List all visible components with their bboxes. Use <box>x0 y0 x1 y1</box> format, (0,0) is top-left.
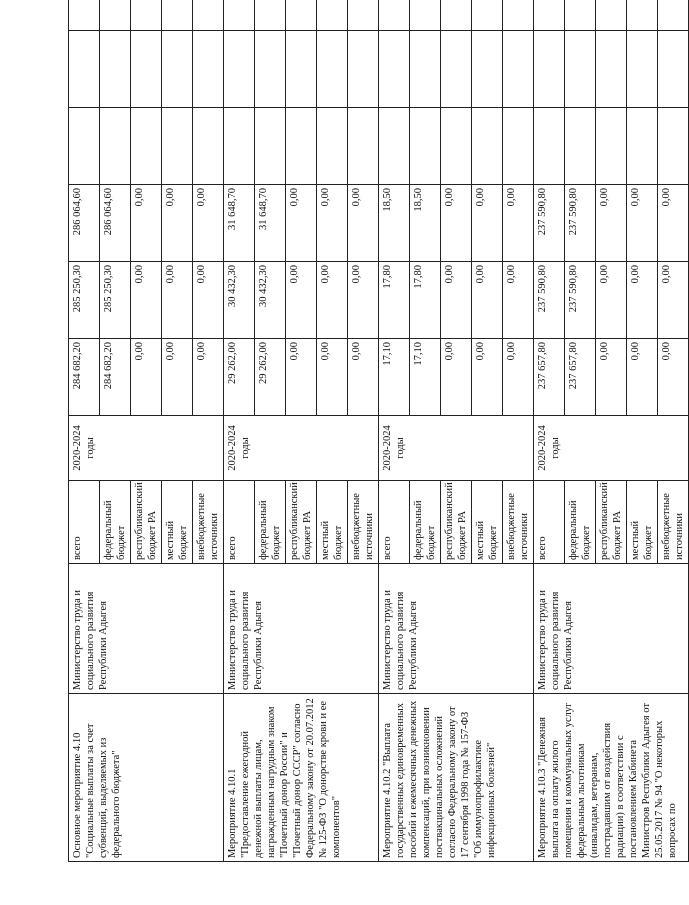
empty-cell <box>658 31 689 108</box>
amount-cell: 0,00 <box>286 185 317 262</box>
empty-cell <box>162 0 193 31</box>
amount-cell: 0,00 <box>503 262 534 339</box>
amount-cell: 29 262,00 <box>255 339 286 416</box>
empty-cell <box>534 0 565 31</box>
amount-cell: 286 064,60 <box>69 185 100 262</box>
amount-cell: 237 657,80 <box>565 339 596 416</box>
funding-source-cell: местный бюджет <box>627 481 658 564</box>
amount-cell: 0,00 <box>627 185 658 262</box>
funding-source-cell: федеральный бюджет <box>100 481 131 564</box>
amount-cell: 0,00 <box>162 262 193 339</box>
empty-cell <box>69 108 100 185</box>
funding-source-cell: всего <box>224 481 255 564</box>
empty-cell <box>193 31 224 108</box>
amount-cell: 0,00 <box>193 262 224 339</box>
funding-source-cell: федеральный бюджет <box>255 481 286 564</box>
table-row <box>224 0 255 862</box>
empty-cell <box>317 108 348 185</box>
amount-cell: 0,00 <box>472 262 503 339</box>
amount-cell: 0,00 <box>286 339 317 416</box>
empty-cell <box>410 0 441 31</box>
funding-source-cell: республиканский бюджет РА <box>596 481 627 564</box>
amount-cell: 0,00 <box>193 339 224 416</box>
empty-cell <box>565 0 596 31</box>
amount-cell: 30 432,30 <box>255 262 286 339</box>
amount-cell: 0,00 <box>317 339 348 416</box>
budget-table <box>68 0 689 862</box>
amount-cell: 18,50 <box>410 185 441 262</box>
amount-cell: 0,00 <box>441 185 472 262</box>
amount-cell: 17,10 <box>379 339 410 416</box>
amount-cell: 0,00 <box>658 339 689 416</box>
empty-cell <box>565 108 596 185</box>
empty-cell <box>255 31 286 108</box>
amount-cell: 18,50 <box>379 185 410 262</box>
empty-cell <box>441 108 472 185</box>
empty-cell <box>441 31 472 108</box>
amount-cell: 0,00 <box>193 185 224 262</box>
amount-cell: 285 250,30 <box>69 262 100 339</box>
empty-cell <box>193 108 224 185</box>
amount-cell: 0,00 <box>162 339 193 416</box>
empty-cell <box>100 0 131 31</box>
empty-cell <box>503 108 534 185</box>
empty-cell <box>131 108 162 185</box>
amount-cell: 0,00 <box>441 339 472 416</box>
amount-cell: 0,00 <box>658 262 689 339</box>
funding-source-cell: всего <box>69 481 100 564</box>
executor-cell: Министерство труда и социального развития Республики Адыгея <box>224 564 379 694</box>
amount-cell: 0,00 <box>596 339 627 416</box>
empty-cell <box>503 31 534 108</box>
empty-cell <box>224 108 255 185</box>
funding-source-cell: местный бюджет <box>162 481 193 564</box>
amount-cell: 284 682,20 <box>69 339 100 416</box>
funding-source-cell: республиканский бюджет РА <box>441 481 472 564</box>
empty-cell <box>410 108 441 185</box>
amount-cell: 30 432,30 <box>224 262 255 339</box>
empty-cell <box>162 108 193 185</box>
empty-cell <box>348 0 379 31</box>
executor-cell: Министерство труда и социального развития Республики Адыгея <box>379 564 534 694</box>
funding-source-cell: местный бюджет <box>472 481 503 564</box>
amount-cell: 237 590,80 <box>534 262 565 339</box>
amount-cell: 29 262,00 <box>224 339 255 416</box>
amount-cell: 285 250,30 <box>100 262 131 339</box>
executor-cell: Министерство труда и социального развития Республики Адыгея <box>69 564 224 694</box>
empty-cell <box>627 0 658 31</box>
funding-source-cell: республиканский бюджет РА <box>131 481 162 564</box>
empty-cell <box>441 0 472 31</box>
funding-source-cell: федеральный бюджет <box>410 481 441 564</box>
measure-name-cell: Мероприятие 4.10.3 "Денежная выплата на оплату жилого помещения и коммунальных услуг федеральным льготникам (инвалидам, ветеранам, пострадавшим от воздействия радиации) в соответствии с постановлением Кабинета Министров Республики Адыгея от 25.05.2017 № 94 "О некоторых вопросах по <box>534 694 689 862</box>
empty-cell <box>69 0 100 31</box>
funding-source-cell: внебюджетные источники <box>348 481 379 564</box>
amount-cell: 0,00 <box>348 262 379 339</box>
empty-cell <box>286 0 317 31</box>
empty-cell <box>162 31 193 108</box>
period-cell: 2020-2024 годы <box>379 416 534 481</box>
table-row <box>379 0 410 862</box>
period-cell: 2020-2024 годы <box>534 416 689 481</box>
empty-cell <box>472 0 503 31</box>
empty-cell <box>596 0 627 31</box>
amount-cell: 31 648,70 <box>224 185 255 262</box>
amount-cell: 0,00 <box>503 185 534 262</box>
empty-cell <box>596 108 627 185</box>
empty-cell <box>472 31 503 108</box>
empty-cell <box>534 31 565 108</box>
amount-cell: 17,80 <box>379 262 410 339</box>
amount-cell: 284 682,20 <box>100 339 131 416</box>
empty-cell <box>379 108 410 185</box>
empty-cell <box>224 0 255 31</box>
empty-cell <box>410 31 441 108</box>
amount-cell: 0,00 <box>348 185 379 262</box>
measure-name-cell: Мероприятие 4.10.2 "Выплата государственных единовременных пособий и ежемесячных денежных компенсаций, при возникновении поствакцинальных осложнений согласно Федеральному закону от 17 сентября 1998 года № 157-ФЗ "Об иммунопрофилактике инфекционных болезней" <box>379 694 534 862</box>
amount-cell: 0,00 <box>596 262 627 339</box>
amount-cell: 0,00 <box>348 339 379 416</box>
empty-cell <box>286 31 317 108</box>
empty-cell <box>658 108 689 185</box>
rotated-table-container <box>68 30 685 862</box>
empty-cell <box>658 0 689 31</box>
measure-name-cell: Основное мероприятие 4.10 "Социальные выплаты за счет субвенций, выделяемых из федерального бюджета" <box>69 694 224 862</box>
funding-source-cell: республиканский бюджет РА <box>286 481 317 564</box>
amount-cell: 0,00 <box>658 185 689 262</box>
empty-cell <box>348 31 379 108</box>
empty-cell <box>100 108 131 185</box>
funding-source-cell: всего <box>534 481 565 564</box>
empty-cell <box>503 0 534 31</box>
amount-cell: 0,00 <box>441 262 472 339</box>
amount-cell: 0,00 <box>131 262 162 339</box>
amount-cell: 0,00 <box>162 185 193 262</box>
amount-cell: 0,00 <box>317 262 348 339</box>
empty-cell <box>255 108 286 185</box>
amount-cell: 0,00 <box>596 185 627 262</box>
empty-cell <box>317 0 348 31</box>
amount-cell: 0,00 <box>317 185 348 262</box>
empty-cell <box>379 31 410 108</box>
amount-cell: 237 590,80 <box>534 185 565 262</box>
empty-cell <box>348 108 379 185</box>
empty-cell <box>131 31 162 108</box>
amount-cell: 0,00 <box>503 339 534 416</box>
empty-cell <box>69 31 100 108</box>
amount-cell: 0,00 <box>131 185 162 262</box>
funding-source-cell: местный бюджет <box>317 481 348 564</box>
period-cell: 2020-2024 годы <box>224 416 379 481</box>
empty-cell <box>100 31 131 108</box>
period-cell: 2020-2024 годы <box>69 416 224 481</box>
amount-cell: 237 590,80 <box>565 262 596 339</box>
amount-cell: 0,00 <box>472 185 503 262</box>
amount-cell: 31 648,70 <box>255 185 286 262</box>
amount-cell: 0,00 <box>131 339 162 416</box>
table-row <box>69 0 100 862</box>
empty-cell <box>224 31 255 108</box>
amount-cell: 0,00 <box>627 339 658 416</box>
table-row <box>534 0 565 862</box>
empty-cell <box>255 0 286 31</box>
empty-cell <box>627 108 658 185</box>
amount-cell: 237 657,80 <box>534 339 565 416</box>
empty-cell <box>596 31 627 108</box>
amount-cell: 237 590,80 <box>565 185 596 262</box>
empty-cell <box>565 31 596 108</box>
amount-cell: 17,10 <box>410 339 441 416</box>
funding-source-cell: внебюджетные источники <box>658 481 689 564</box>
empty-cell <box>317 31 348 108</box>
measure-name-cell: Мероприятие 4.10.1 "Предоставление ежегодной денежной выплаты лицам, награжденным нагрудным знаком "Почетный донор России" и "Почетный донор СССР" согласно Федеральному закону от 20.07.2012 № 125-ФЗ "О донорстве крови и ее компонентов" <box>224 694 379 862</box>
empty-cell <box>193 0 224 31</box>
budget-table-body <box>69 0 689 862</box>
funding-source-cell: федеральный бюджет <box>565 481 596 564</box>
amount-cell: 0,00 <box>472 339 503 416</box>
funding-source-cell: внебюджетные источники <box>193 481 224 564</box>
empty-cell <box>286 108 317 185</box>
empty-cell <box>379 0 410 31</box>
funding-source-cell: всего <box>379 481 410 564</box>
amount-cell: 0,00 <box>286 262 317 339</box>
empty-cell <box>131 0 162 31</box>
amount-cell: 286 064,60 <box>100 185 131 262</box>
amount-cell: 0,00 <box>627 262 658 339</box>
empty-cell <box>534 108 565 185</box>
executor-cell: Министерство труда и социального развития Республики Адыгея <box>534 564 689 694</box>
funding-source-cell: внебюджетные источники <box>503 481 534 564</box>
empty-cell <box>627 31 658 108</box>
amount-cell: 17,80 <box>410 262 441 339</box>
empty-cell <box>472 108 503 185</box>
